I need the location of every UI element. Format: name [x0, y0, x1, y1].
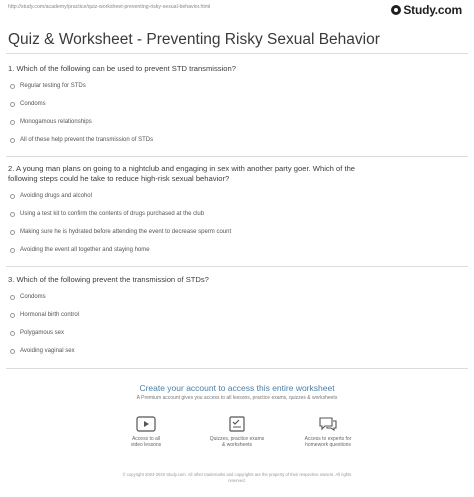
premium-cta — [0, 378, 474, 497]
answer-option[interactable] — [8, 228, 466, 237]
radio-button[interactable] — [10, 248, 15, 253]
option-label: Avoiding vaginal sex — [20, 348, 75, 354]
feature-label-continued: & worksheets — [221, 442, 252, 448]
top-bar — [0, 0, 474, 22]
quiz-icon — [227, 416, 247, 432]
question-text-continued: following steps could he take to reduce high-risk sexual behavior? — [8, 174, 230, 183]
radio-button[interactable] — [10, 230, 15, 235]
copyright-text: © copyright 2003-2020 Study.com. All other trademarks and copyrights are the property of their respective owners. All rights — [122, 472, 352, 477]
answer-option[interactable] — [8, 100, 466, 109]
option-label: Avoiding drugs and alcohol — [20, 193, 92, 199]
radio-button[interactable] — [10, 349, 15, 354]
cta-title[interactable]: Create your account to access this entire worksheet — [139, 383, 335, 393]
answer-option[interactable] — [8, 347, 466, 356]
radio-button[interactable] — [10, 194, 15, 199]
radio-button[interactable] — [10, 295, 15, 300]
answer-option[interactable] — [8, 118, 466, 127]
feature-label-continued: homework questions — [305, 442, 351, 448]
answer-option[interactable] — [8, 192, 466, 201]
option-label: All of these help prevent the transmission of STDs — [20, 137, 154, 143]
cta-subtitle: A Premium account gives you access to all lessons, practice exams, quizzes & worksheets — [136, 395, 338, 401]
answer-option[interactable] — [8, 136, 466, 145]
answer-option[interactable] — [8, 329, 466, 338]
radio-button[interactable] — [10, 138, 15, 143]
answer-option[interactable] — [8, 210, 466, 219]
question-text: 1. Which of the following can be used to prevent STD transmission? — [8, 64, 236, 73]
feature-label: Access to experts for — [304, 436, 352, 442]
answer-option[interactable] — [8, 311, 466, 320]
page-title: Quiz & Worksheet - Preventing Risky Sexual Behavior — [8, 31, 380, 48]
radio-button[interactable] — [10, 120, 15, 125]
copyright-footer — [0, 472, 474, 484]
radio-button[interactable] — [10, 102, 15, 107]
answer-option[interactable] — [8, 82, 466, 91]
feature-experts — [288, 416, 368, 448]
option-label: Polygamous sex — [20, 330, 65, 336]
option-label: Condoms — [20, 101, 46, 107]
copyright-text-continued: reserved. — [228, 478, 246, 483]
question-divider — [6, 156, 468, 157]
question-1 — [8, 64, 466, 145]
option-label: Avoiding the event all together and staying home — [20, 247, 150, 253]
logo-text: Study.com — [403, 3, 462, 17]
radio-button[interactable] — [10, 84, 15, 89]
option-label: Condoms — [20, 294, 46, 300]
question-3 — [8, 275, 466, 356]
option-label: Using a test kit to confirm the contents of drugs purchased at the club — [20, 211, 205, 217]
question-divider — [6, 266, 468, 267]
logo-icon — [391, 5, 401, 15]
answer-option[interactable] — [8, 246, 466, 255]
answer-option[interactable] — [8, 293, 466, 302]
question-text: 3. Which of the following prevent the transmission of STDs? — [8, 275, 209, 284]
option-label: Making sure he is hydrated before attending the event to decrease sperm count — [20, 229, 232, 235]
page-url: http://study.com/academy/practice/quiz-worksheet-preventing-risky-sexual-behavior.html — [8, 4, 211, 10]
section-divider — [6, 368, 468, 369]
radio-button[interactable] — [10, 313, 15, 318]
option-label: Monogamous relationships — [20, 119, 92, 125]
option-label: Hormonal birth control — [20, 312, 80, 318]
feature-quizzes — [197, 416, 277, 448]
question-text: 2. A young man plans on going to a nightclub and engaging in sex with another party goer. Which of the — [8, 164, 356, 173]
radio-button[interactable] — [10, 212, 15, 217]
study-logo[interactable] — [391, 3, 462, 17]
chat-icon — [318, 416, 338, 432]
question-2 — [8, 164, 466, 255]
title-divider — [6, 53, 468, 54]
feature-label: Quizzes, practice exams — [209, 436, 265, 442]
feature-label: Access to all — [131, 436, 161, 442]
option-label: Regular testing for STDs — [20, 83, 86, 89]
radio-button[interactable] — [10, 331, 15, 336]
video-icon — [136, 416, 156, 432]
feature-video — [106, 416, 186, 448]
feature-label-continued: video lessons — [130, 442, 162, 448]
